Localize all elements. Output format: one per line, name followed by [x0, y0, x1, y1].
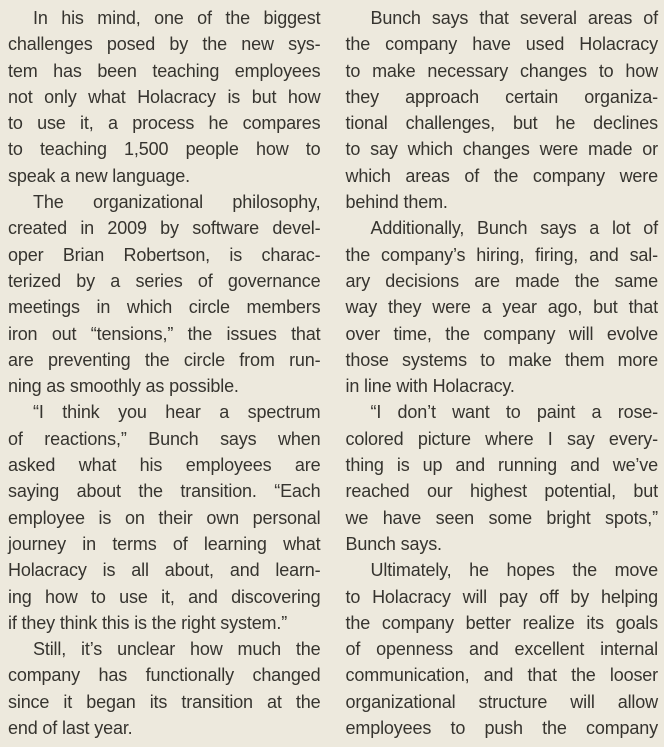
text-line: The organizational philosophy,: [33, 192, 321, 213]
text-line: the company better realize its goals: [345, 612, 658, 633]
article-column-left: [8, 5, 321, 747]
text-line: communication, and that the looser: [345, 665, 658, 686]
text-line: created in 2009 by software devel-: [8, 218, 321, 239]
text-line: employee is on their own personal: [8, 507, 321, 528]
text-line: challenges posed by the new sys-: [8, 34, 321, 55]
text-line: behind them.: [345, 192, 448, 213]
text-line: in line with Holacracy.: [345, 376, 515, 397]
text-line: the company have used Holacracy: [345, 34, 658, 55]
text-line: since it began its transition at the: [8, 691, 321, 712]
text-line: “I think you hear a spectrum: [33, 402, 321, 423]
text-line: organizational structure will allow: [345, 691, 658, 712]
text-line: we have seen some bright spots,”: [345, 507, 658, 528]
paragraph: [346, 399, 659, 557]
article-column-right: [346, 5, 659, 747]
text-line: “I don’t want to paint a rose-: [370, 402, 658, 423]
text-line: ning as smoothly as possible.: [8, 376, 239, 397]
paragraph: [8, 5, 321, 189]
text-line: Still, it’s unclear how much the: [33, 639, 321, 660]
text-line: of reactions,” Bunch says when: [8, 428, 321, 449]
text-line: if they think this is the right system.”: [8, 612, 288, 633]
text-line: they approach certain organiza-: [345, 86, 658, 107]
text-line: end of last year.: [8, 718, 133, 739]
text-line: thing is up and running and we’ve: [345, 455, 658, 476]
text-line: to make necessary changes to how: [345, 60, 658, 81]
text-line: to teaching 1,500 people how to: [8, 139, 321, 160]
text-line: asked what his employees are: [8, 455, 321, 476]
text-line: tional challenges, but he declines: [345, 113, 658, 134]
text-line: to say which changes were made or: [345, 139, 658, 160]
text-line: terized by a series of governance: [8, 270, 321, 291]
paragraph: [8, 636, 321, 741]
text-line: Additionally, Bunch says a lot of: [370, 218, 658, 239]
text-line: tem has been teaching employees: [8, 60, 321, 81]
text-line: the company’s hiring, firing, and sal-: [345, 244, 658, 265]
paragraph: [346, 215, 659, 399]
paragraph: [8, 399, 321, 636]
text-line: iron out “tensions,” the issues that: [8, 323, 321, 344]
text-line: of openness and excellent internal: [345, 639, 658, 660]
text-line: which areas of the company were: [345, 165, 658, 186]
text-line: those systems to make them more: [345, 349, 658, 370]
paragraph: [346, 5, 659, 215]
text-line: saying about the transition. “Each: [8, 481, 321, 502]
text-line: meetings in which circle members: [8, 297, 321, 318]
text-line: speak a new language.: [8, 165, 190, 186]
text-line: oper Brian Robertson, is charac-: [8, 244, 321, 265]
text-line: company has functionally changed: [8, 665, 321, 686]
text-line: Bunch says that several areas of: [370, 8, 658, 28]
text-line: In his mind, one of the biggest: [33, 8, 321, 28]
paragraph: [346, 557, 659, 741]
text-line: are preventing the circle from run-: [8, 349, 321, 370]
text-line: to Holacracy will pay off by helping: [345, 586, 658, 607]
text-line: way they were a year ago, but that: [345, 297, 658, 318]
text-line: colored picture where I say every-: [345, 428, 658, 449]
text-line: Holacracy is all about, and learn-: [8, 560, 321, 581]
text-line: Ultimately, he hopes the move: [370, 560, 658, 581]
text-line: ary decisions are made the same: [345, 270, 658, 291]
text-line: employees to push the company: [345, 718, 658, 739]
paragraph: [8, 189, 321, 399]
text-line: not only what Holacracy is but how: [8, 86, 321, 107]
text-line: journey in terms of learning what: [8, 533, 321, 554]
text-line: ing how to use it, and discovering: [8, 586, 321, 607]
text-line: Bunch says.: [345, 533, 442, 554]
text-line: over time, the company will evolve: [345, 323, 658, 344]
text-line: to use it, a process he compares: [8, 113, 321, 134]
text-line: reached our highest potential, but: [345, 481, 658, 502]
